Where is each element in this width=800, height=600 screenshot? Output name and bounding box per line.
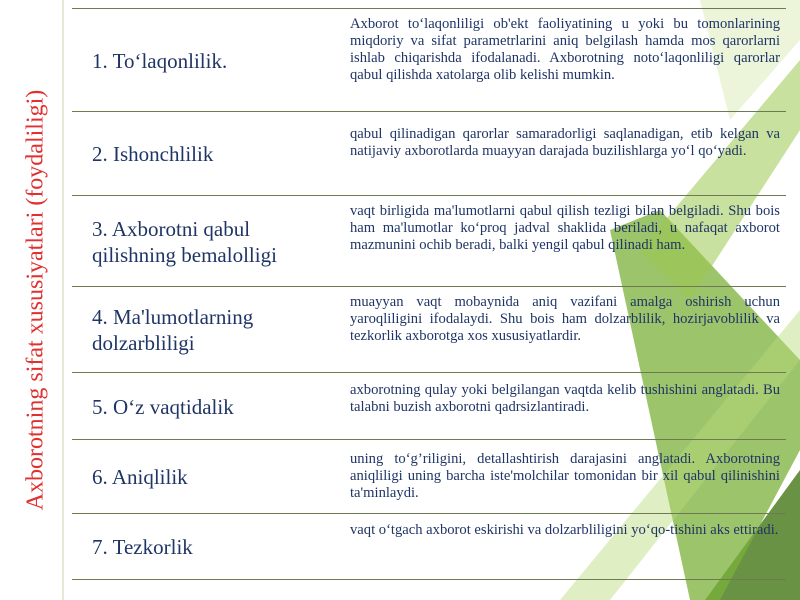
row-description: muayyan vaqt mobaynida aniq vazifani amalga oshirish uchun yaroqliligini ifodalaydi. Shu bois ham dolzarblilik, hozirjavoblilik va tezkorlik axborotga xos xususiyatlardir. (350, 294, 780, 344)
row-label: 7. Tezkorlik (92, 534, 193, 559)
row-description: axborotning qulay yoki belgilangan vaqtda kelib tushishini anglatadi. Bu talabni buzish axborotni qadrsizlantiradi. (350, 382, 780, 415)
row-label: 3. Axborotni qabul qilishning bemalolligi (92, 216, 277, 267)
row-description: Axborot to‘laqonliligi ob'ekt faoliyatining u yoki bu tomonlarining miqdoriy va sifat parametrlarini aniq belgilash hamda mos qarorlarni ishlab chiqarishda ifodalanadi. Axborotning noto‘laqonliligi qarorlar qabul qilishda xatolarga olib kelishi mumkin. (350, 16, 780, 83)
row-label: 2. Ishonchlilik (92, 142, 214, 166)
row-label: 6. Aniqlilik (92, 465, 188, 489)
row-description: qabul qilinadigan qarorlar samaradorligi saqlanadigan, etib kelgan va natijaviy axborotlarda muayyan darajada buzilishlarga yo‘l qo‘yadi. (350, 126, 780, 159)
vertical-title: Axborotning sifat xususiyatlari (foydaliligi) (22, 89, 49, 511)
row-description: vaqt o‘tgach axborot eskirishi va dolzarbliligini yo‘qo-tishini aks ettiradi. (350, 522, 779, 538)
table-row (72, 513, 786, 580)
row-description: vaqt birligida ma'lumotlarni qabul qilish tezligi bilan belgiladi. Shu bois ham ma'lumotlar ko‘proq jadval shaklida beriladi, u nafaqat axborot mazmunini ochib beradi, balki yengil qabul qilinadi ham. (350, 203, 780, 253)
row-label: 1. To‘laqonlilik. (92, 48, 228, 73)
table-row (72, 111, 786, 196)
table-row (72, 8, 786, 112)
table-row (72, 195, 786, 287)
row-description: uning to‘g’riligini, detallashtirish darajasini anglatadi. Axborotning aniqliligi uning barcha iste'molchilar tomonidan bir xil qabul qilinishini ta'minlaydi. (350, 451, 780, 501)
table-row (72, 439, 786, 514)
row-label: 5. O‘z vaqtidalik (92, 394, 234, 419)
row-label: 4. Ma'lumotlarning dolzarbliligi (92, 305, 254, 355)
table-row (72, 372, 786, 440)
table-row (72, 286, 786, 373)
